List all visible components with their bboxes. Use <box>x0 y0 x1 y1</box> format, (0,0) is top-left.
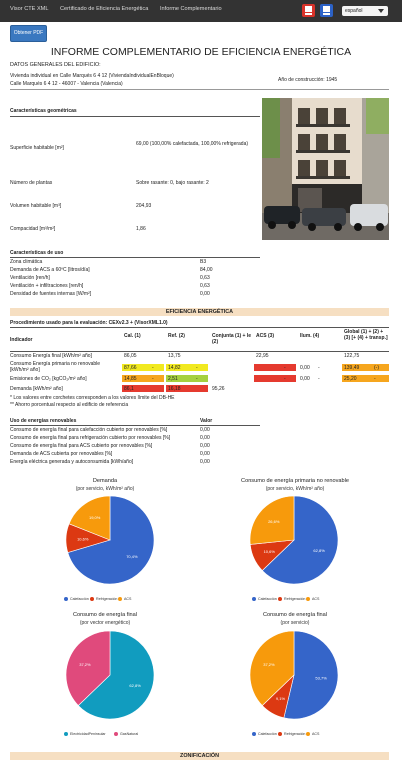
chart-subtitle: (por servicio) <box>280 620 310 626</box>
geometry-label: Volumen habitable [m³] <box>10 203 62 209</box>
col-header-global: Global (1) + (2) + (3) [+ (4) + transp.] <box>344 329 388 341</box>
global-class: - <box>374 376 376 382</box>
nav-certificado[interactable]: Certificado de Eficiencia Energética <box>60 6 149 12</box>
geometry-value: Sobre rasante: 0, bajo rasante: 2 <box>136 180 209 186</box>
construction-year: Año de construcción: 1945 <box>278 77 338 83</box>
slice-label: 10,6% <box>77 536 89 542</box>
general-data-heading: DATOS GENERALES DEL EDIFICIO: <box>10 62 101 68</box>
global-value: 25,20 <box>344 376 357 382</box>
legend-item: Calefacción <box>252 597 277 601</box>
chart-title: Demanda <box>92 478 118 484</box>
renewables-value: 0,00 <box>200 451 210 457</box>
renewables-header: Uso de energías renovables <box>10 418 77 424</box>
chart-title: Consumo de energía final <box>262 612 328 618</box>
cal-value: 86,1 <box>124 386 134 392</box>
geometry-label: Número de plantas <box>10 180 53 186</box>
cal-value: 86,05 <box>124 353 137 359</box>
legend-item: Calefacción <box>252 732 277 736</box>
zoning-band-label: ZONIFICACIÓN <box>180 753 219 759</box>
language-select[interactable] <box>342 6 388 16</box>
page-title: INFORME COMPLEMENTARIO DE EFICIENCIA ENERGÉTICA <box>50 46 352 58</box>
xml-file-icon[interactable] <box>320 4 333 17</box>
geometry-label: Superficie habitable [m²] <box>10 145 64 151</box>
usage-label: Ventilación [ren/h] <box>10 275 50 281</box>
cal-value: 87,66 <box>124 365 137 371</box>
legend-item: Refrigeración <box>278 732 305 736</box>
acs-value: 22,95 <box>256 353 269 359</box>
efficiency-band <box>10 308 389 316</box>
legend-item: Calefacción <box>64 597 89 601</box>
geometry-value: 1,86 <box>136 226 146 232</box>
renewables-label: Energía eléctrica generada y autoconsumida [kWh/año] <box>10 459 134 465</box>
building-line2: Calle Marqués 6 4 12 - 46007 - Valencia (Valencia) <box>10 81 123 87</box>
ref-class: - <box>196 376 198 382</box>
slice-label: 37,2% <box>263 661 275 667</box>
chart-subtitle: (por servicio, kWh/m² año) <box>75 486 135 492</box>
divider <box>10 351 389 352</box>
ref-value: 14,82 <box>168 365 181 371</box>
ref-class: - <box>196 365 198 371</box>
renewables-value-header: Valor <box>200 418 213 424</box>
geometry-value: 204,93 <box>136 203 152 209</box>
geometry-title: Características geométricas <box>10 108 77 114</box>
ref-value: 13,75 <box>168 353 181 359</box>
rating-cell <box>254 364 296 371</box>
get-pdf-button[interactable]: Obtener PDF <box>10 25 47 42</box>
language-value: español <box>345 8 363 14</box>
col-header-indicator: Indicador <box>10 337 33 343</box>
divider <box>10 257 260 258</box>
legend-item: GasNatural <box>114 732 138 736</box>
cal-class: - <box>152 365 154 371</box>
indicator-label: Demanda [kWh/m² año] <box>10 386 63 392</box>
chart-subtitle: (por servicio, kWh/m² año) <box>265 486 325 492</box>
usage-label: Demanda de ACS a 60ºC [litros/día] <box>10 267 90 273</box>
col-header-cal: Cal. (1) <box>124 333 141 339</box>
usage-value: B3 <box>200 259 207 265</box>
renewables-label: Demanda de ACS cubierta por renovables [%] <box>10 451 113 457</box>
legend-item: Refrigeración <box>278 597 305 601</box>
col-header-acs: ACS (3) <box>256 333 275 339</box>
slice-label: 9,1% <box>275 696 286 702</box>
conjunta-value: 95,26 <box>212 386 225 392</box>
col-header-ilum: Ilum. (4) <box>300 333 320 339</box>
chevron-down-icon <box>378 9 384 13</box>
geometry-label: Compacidad [m³/m²] <box>10 226 56 232</box>
rating-cell <box>254 375 296 382</box>
ilum-class: - <box>318 365 320 371</box>
renewables-label: Consumo de energía final para refrigeración cubierto por renovables [%] <box>10 435 171 441</box>
usage-label: Densidad de fuentes internas [W/m²] <box>10 291 92 297</box>
ref-value: 2,51 <box>168 376 178 382</box>
renewables-value: 0,00 <box>200 427 210 433</box>
indicator-label: Consumo Energía final [kWh/m² año] <box>10 353 92 359</box>
global-value: 139,49 <box>344 365 360 371</box>
col-header-conjunta: Conjunta (1) + le (2) <box>212 333 252 345</box>
acs-class: - <box>284 365 286 371</box>
indicator-label: Emisiones de CO₂ [kgCO₂/m² año] <box>10 376 87 382</box>
legend-item: ACS <box>306 732 319 736</box>
slice-label: 37,2% <box>79 661 91 667</box>
cal-class: - <box>152 376 154 382</box>
ref-value: 16,18 <box>168 386 181 392</box>
cal-value: 14,85 <box>124 376 137 382</box>
divider <box>10 327 389 328</box>
procedure-text: Procedimiento usado para la evaluación: CEXv2.3 + (VisorXML1.0) <box>10 320 168 326</box>
usage-value: 0,00 <box>200 291 210 297</box>
slice-label: 62,8% <box>313 548 325 554</box>
pie-chart-final-servicio <box>249 630 339 720</box>
slice-label: 70,4% <box>126 553 138 559</box>
global-value: 122,75 <box>344 353 360 359</box>
slice-label: 26,6% <box>268 519 280 525</box>
chart-title: Consumo de energía primaria no renovable <box>241 478 349 484</box>
top-navbar <box>0 0 402 22</box>
acs-class: - <box>284 376 286 382</box>
global-class: (-) <box>374 365 379 371</box>
usage-title: Características de uso <box>10 250 64 256</box>
building-photo <box>262 98 389 240</box>
indicator-label: Consumo Energía primaria no renovable [kWh/m² año] <box>10 361 101 373</box>
efficiency-band-label: EFICIENCIA ENERGÉTICA <box>165 309 234 315</box>
usage-value: 0,63 <box>200 275 210 281</box>
legend-item: ACS <box>306 597 319 601</box>
pie-chart-demanda <box>65 495 155 585</box>
slice-label: 10,6% <box>263 548 275 554</box>
nav-visor[interactable]: Visor CTE XML <box>10 6 49 12</box>
renewables-label: Consumo de energía final para ACS cubierto por renovables [%] <box>10 443 153 449</box>
nav-informe[interactable]: Informe Complementario <box>160 6 222 12</box>
footnote: * Los valores entre corchetes corresponden a los valores límite del DB-HE <box>10 395 175 401</box>
ilum-value: 0,00 <box>300 365 310 371</box>
divider <box>10 89 389 90</box>
renewables-value: 0,00 <box>200 435 210 441</box>
slice-label: 53,7% <box>315 675 327 681</box>
col-header-ref: Ref. (2) <box>168 333 185 339</box>
footnote: ** Ahorro porcentual respecto al edificio de referencia <box>10 402 129 408</box>
building-line1: Vivienda individual en Calle Marqués 6 4 12 (ViviendaIndividualEnBloque) <box>10 73 174 79</box>
pdf-file-icon[interactable] <box>302 4 315 17</box>
usage-value: 84,00 <box>200 267 213 273</box>
usage-label: Zona climática <box>10 259 43 265</box>
slice-label: 19,0% <box>88 514 101 520</box>
usage-label: Ventilación + infiltraciones [ren/h] <box>10 283 84 289</box>
legend-item: ElectricidadPeninsular <box>64 732 106 736</box>
chart-subtitle: (por vector energético) <box>79 620 131 626</box>
divider <box>10 425 260 426</box>
legend-item: ACS <box>118 597 131 601</box>
pie-chart-final-vector <box>65 630 155 720</box>
pie-chart-primaria <box>249 495 339 585</box>
slice-label: 62,8% <box>129 683 141 689</box>
renewables-value: 0,00 <box>200 443 210 449</box>
ilum-value: 0,00 <box>300 376 310 382</box>
ilum-class: - <box>318 376 320 382</box>
renewables-label: Consumo de energía final para calefacción cubierto por renovables [%] <box>10 427 168 433</box>
renewables-value: 0,00 <box>200 459 210 465</box>
legend-item: Refrigeración <box>90 597 117 601</box>
chart-title: Consumo de energía final <box>72 612 138 618</box>
divider <box>10 116 260 117</box>
geometry-value: 69,00 (100,00% calefactada, 100,00% refrigerada) <box>136 141 249 147</box>
usage-value: 0,63 <box>200 283 210 289</box>
